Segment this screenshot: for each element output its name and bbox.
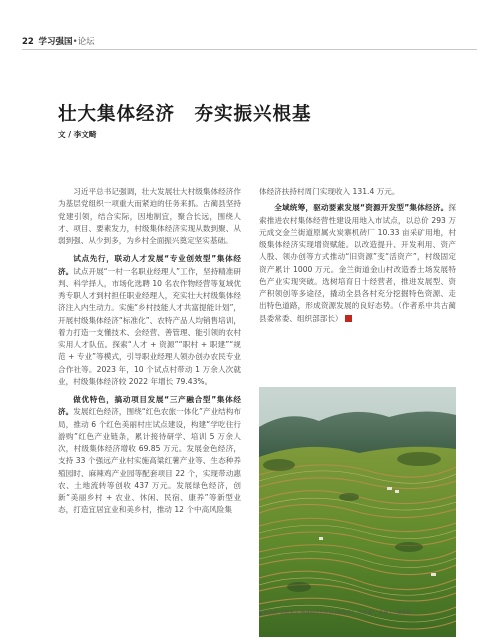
terrace-fields-photo: [259, 387, 456, 637]
paragraph: 试点先行，联动人才发展“专业创效型”集体经济。试点开展“一村一名职业经理人”工作，坚持精准研判、科学择人，市场化选聘 10 名农作物经营等复域优秀专职人才到村担任职业经理人，充实壮大村级集体经济注入内生动力。实施“乡村技能人才共富提能计划”，开展村级集体经济“标准化”、农特产品人均销售培训，着力打造一支懂技术、会经营、善管理、能引领的农村实用人才队伍。探索“人才 + 资源”“职村 + 职建”“规范 + 专业”等模式，引导职业经理人领办创办农民专业合作社等。2023 年，10 个试点村带动 1 万余人次就业，村级集体经济较 2022 年增长 79.43%。: [58, 254, 241, 386]
section-lead: 做优特色，搞动项目发展“三产融合型”集体经济。: [58, 395, 241, 417]
header-rule: [22, 49, 477, 50]
article-title: 壮大集体经济 夯实振兴根基: [58, 104, 312, 125]
photo-caption: ▲ 航拍的“现新风生”集体经济示范田市场实开“一田多收”，新增 | 古蔺县图: [259, 611, 412, 616]
paragraph: 体经济扶持村周门实现收入 131.4 万元。: [259, 187, 400, 196]
paragraph: 习近平总书记强调，壮大发展壮大村级集体经济作为基层党组织一项重大而紧迫的任务来抓。古蔺县坚持党建引领，结合实际，因地制宜，聚合长远，围绕人才、项目、要素发力，村级集体经济实现从数到聚、从弱到强、从少到多，为乡村全面振兴奠定坚实基础。: [58, 187, 241, 245]
end-mark-icon: [345, 315, 352, 322]
section-lead: 全域统筹，驱动要素发展“资源开发型”集体经济。: [274, 203, 449, 213]
article-author: 文 / 李文畸: [58, 130, 97, 139]
paragraph: 做优特色，搞动项目发展“三产融合型”集体经济。发展红色经济，围绕“红色农旅一体化”产业结构布局，推动 6 个红色美丽村庄试点建设，构建“学吃住行游购”红色产业链条，累计接待研学、培训 5 万余人次，村级集体经济增收 69.85 万元。发展金色经济，支持 33 个强远产业村实施高粱红薯产业等、生态种养殖园时、麻辣鸡产业园等配套项目 22 个，实现带动惠农、土地流转等创收 437 万元。发展绿色经济，创新“美丽乡村 + 农业、休闲、民宿、康养”等新型业态，打造宜居宜业和美乡村，推动 12 个中高风险集: [58, 395, 241, 515]
body-column-left: [58, 186, 241, 517]
page-header: [22, 37, 95, 47]
section-lead: 试点先行，联动人才发展“专业创效型”集体经济。: [58, 254, 241, 276]
body-column-right: [259, 186, 456, 325]
publication-name: 学习强国: [38, 37, 73, 47]
header-separator: •: [72, 37, 78, 47]
page-number: 22: [22, 37, 34, 47]
section-name: 论坛: [77, 37, 95, 47]
paragraph: 全域统筹，驱动要素发展“资源开发型”集体经济。探索推进农村集体经营性建设用地入市试点，以总价 293 万元成交金兰街道原属火炭寨机砖厂 10.33 亩采矿用地，村级集体经济实现增资赋能。以改造提升、开发利用、资产人股、领办创等方式推动“旧资源”变“活资产”，村级固定资产累计 1000 万元。金兰街道金山村改造香土场发展特色产业实现突破。选树培育日十经营者，推进发展型、资产积领创等多途径，撬动全县各村充分挖掘特色资源、走出特色道路，形成资源发展的良好态势。（作者系中共古蔺县委常委、组织部部长）: [259, 203, 456, 323]
